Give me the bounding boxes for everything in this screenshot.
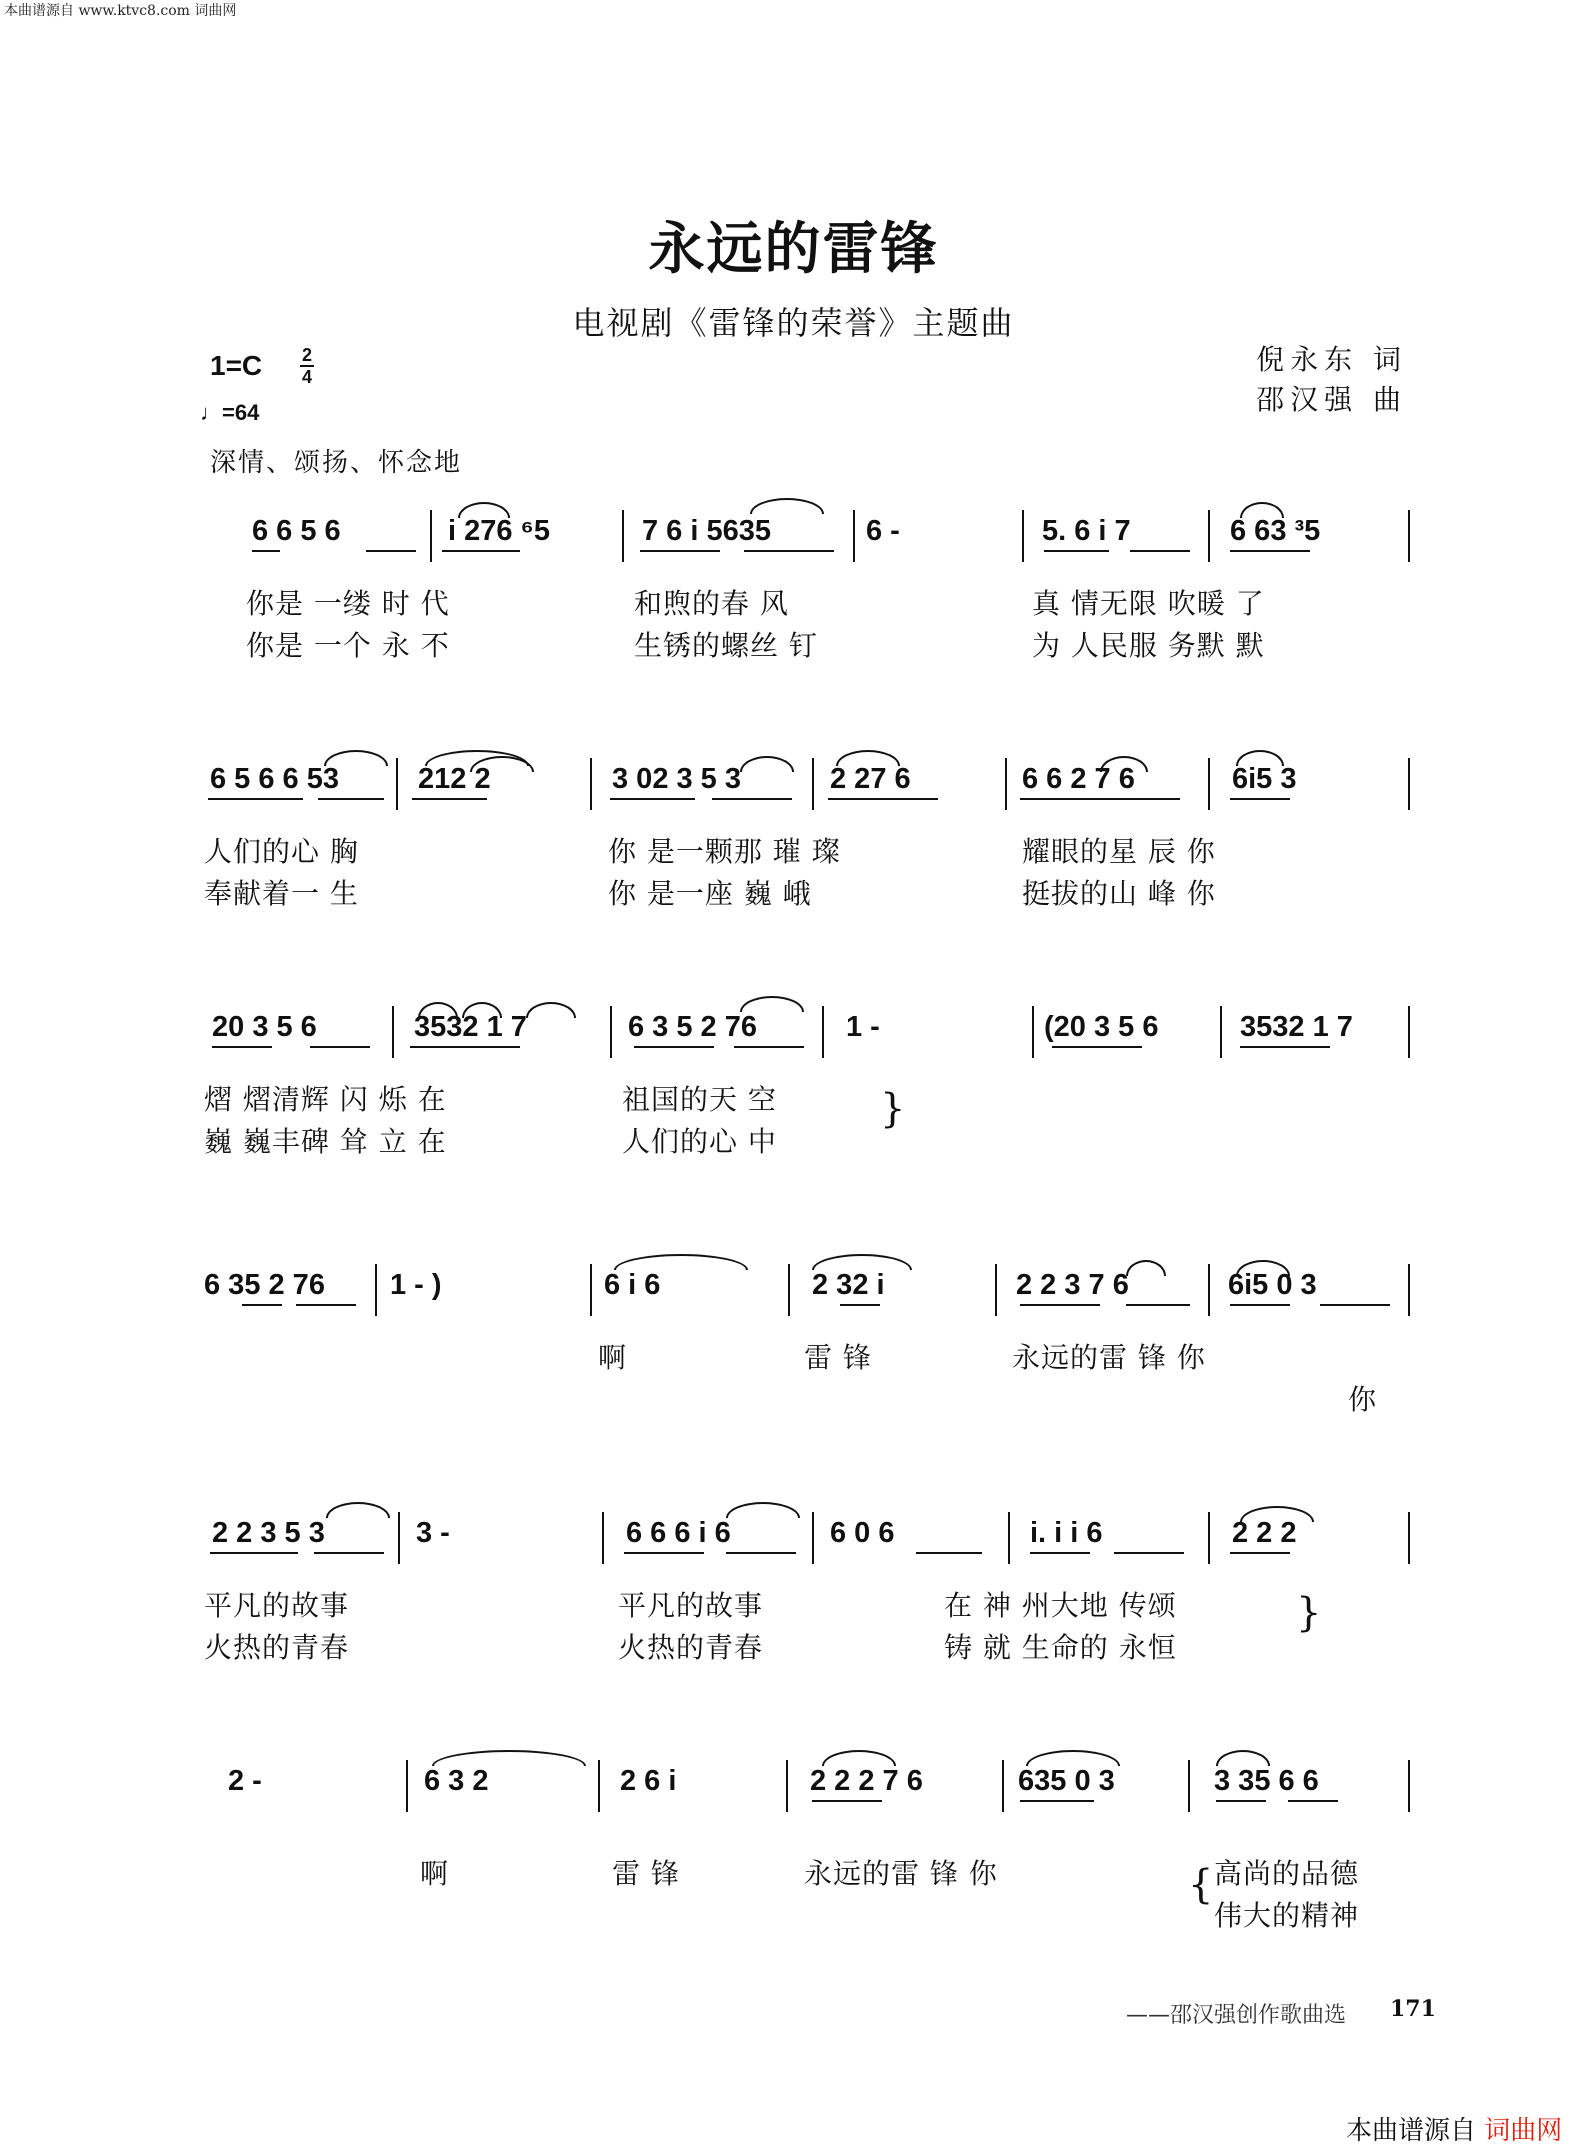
bottom-watermark-b: 词曲网 [1484, 2116, 1563, 2146]
notes-1-6: 6 63 ³5 [1230, 515, 1321, 547]
notes-3-1: 20 3 5 6 [212, 1011, 317, 1043]
lyric-5-1a: 平凡的故事 [204, 1589, 350, 1622]
lyric-6-3a: 永远的雷 锋 你 [804, 1857, 998, 1890]
lyric-5-3a: 在 神 州大地 传颂 [944, 1589, 1177, 1622]
page-number: 171 [1390, 1996, 1436, 2022]
lyric-2-3a: 耀眼的星 辰 你 [1022, 835, 1216, 868]
notes-5-5: i. i i 6 [1030, 1517, 1103, 1549]
lyric-1-3a: 真 情无限 吹暖 了 [1032, 587, 1265, 620]
expression-marking: 深情、颂扬、怀念地 [210, 448, 463, 478]
bottom-watermark [1346, 2110, 1562, 2147]
notes-2-3: 3 02 3 5 3 [612, 763, 741, 795]
notes-3-5: (20 3 5 6 [1044, 1011, 1159, 1043]
notes-2-2: 212 2 [418, 763, 491, 795]
lyric-6-1a: 啊 [420, 1857, 450, 1890]
notes-3-3: 6 3 5 2 76 [628, 1011, 757, 1043]
notes-4-4: 2 32 i [812, 1269, 885, 1301]
system-1 [200, 500, 1410, 560]
verse-brace-1: } [880, 1086, 906, 1132]
lyric-1-3b: 为 人民服 务默 默 [1032, 629, 1265, 662]
notes-3-6: 3532 1 7 [1240, 1011, 1353, 1043]
notes-1-2: i 276 ⁶5 [448, 515, 551, 547]
lyric-4-1b: 你 [1348, 1383, 1378, 1416]
time-signature [300, 345, 314, 387]
verse-brace-2: } [1296, 1590, 1322, 1636]
lyric-5-3b: 铸 就 生命的 永恒 [944, 1631, 1177, 1664]
lyric-1-1b: 你是 一个 永 不 [246, 629, 450, 662]
lyric-1-2b: 生锈的螺丝 钉 [634, 629, 818, 662]
time-signature-numerator: 2 [301, 345, 312, 365]
lyric-3-2b: 人们的心 中 [622, 1125, 777, 1158]
notes-3-2: 3532 1 7 [414, 1011, 527, 1043]
lyric-5-2b: 火热的青春 [618, 1631, 764, 1664]
footer-source: ——邵汉强创作歌曲选 [1126, 2003, 1347, 2028]
notes-4-3: 6 i 6 [604, 1269, 661, 1301]
notes-2-6: 6i5 3 [1232, 763, 1297, 795]
lyric-6-2a: 雷 锋 [612, 1857, 680, 1890]
notes-3-4: 1 - [846, 1011, 880, 1043]
song-title: 永远的雷锋 [648, 216, 939, 282]
lyric-4-1a: 啊 [598, 1341, 628, 1374]
lyric-3-2a: 祖国的天 空 [622, 1083, 777, 1116]
lyric-2-2b: 你 是一座 巍 峨 [608, 877, 812, 910]
lyricist-credit: 倪永东 词 [1256, 343, 1407, 376]
notes-2-4: 2 27 6 [830, 763, 911, 795]
tempo-marking: ♩=64 [200, 400, 260, 425]
lyric-2-3b: 挺拔的山 峰 你 [1022, 877, 1216, 910]
song-subtitle: 电视剧《雷锋的荣誉》主题曲 [572, 304, 1015, 342]
lyric-4-3a: 永远的雷 锋 你 [1012, 1341, 1206, 1374]
lyric-2-1b: 奉献着一 生 [204, 877, 359, 910]
lyric-2-2a: 你 是一颗那 璀 璨 [608, 835, 841, 868]
key-signature: 1=C [210, 350, 263, 381]
top-watermark: 本曲谱源自 www.ktvc8.com 词曲网 [4, 3, 237, 19]
lyric-5-2a: 平凡的故事 [618, 1589, 764, 1622]
lyric-1-2a: 和煦的春 风 [634, 587, 789, 620]
notes-4-6: 6i5 0 3 [1228, 1269, 1317, 1301]
notes-6-5: 635 0 3 [1018, 1765, 1115, 1797]
notes-2-5: 6 6 2 7 6 [1022, 763, 1135, 795]
composer-credit: 邵汉强 曲 [1256, 383, 1407, 416]
notes-6-3: 2 6 i [620, 1765, 677, 1797]
system-2 [200, 748, 1410, 808]
notes-1-3: 7 6 i 5635 [642, 515, 771, 547]
notes-1-1: 6 6 5 6 [252, 515, 341, 547]
notes-5-3: 6 6 6 i 6 [626, 1517, 731, 1549]
lyric-3-1b: 巍 巍丰碑 耸 立 在 [204, 1125, 447, 1158]
lyric-3-1a: 熠 熠清辉 闪 烁 在 [204, 1083, 447, 1116]
notes-4-5: 2 2 3 7 6 [1016, 1269, 1129, 1301]
notes-5-1: 2 2 3 5 3 [212, 1517, 325, 1549]
notes-5-2: 3 - [416, 1517, 450, 1549]
lyric-4-2a: 雷 锋 [804, 1341, 872, 1374]
notes-6-6: 3 35 6 6 [1214, 1765, 1319, 1797]
notes-4-2: 1 - ) [390, 1269, 442, 1301]
lyric-6-4b: 伟大的精神 [1214, 1899, 1360, 1932]
system-3 [200, 996, 1410, 1056]
notes-2-1: 6 5 6 6 53 [210, 763, 339, 795]
lyric-1-1a: 你是 一缕 时 代 [246, 587, 450, 620]
verse-brace-3: { [1188, 1862, 1214, 1908]
lyric-6-4a: 高尚的品德 [1214, 1857, 1360, 1890]
notes-4-1: 6 35 2 76 [204, 1269, 325, 1301]
bottom-watermark-a: 本曲谱源自 [1346, 2116, 1477, 2146]
system-5 [200, 1502, 1410, 1562]
notes-6-2: 6 3 2 [424, 1765, 489, 1797]
lyric-2-1a: 人们的心 胸 [204, 835, 359, 868]
notes-6-4: 2 2 2 7 6 [810, 1765, 923, 1797]
time-signature-denominator: 4 [301, 367, 312, 387]
notes-1-5: 5. 6 i 7 [1042, 515, 1131, 547]
notes-1-4: 6 - [866, 515, 900, 547]
lyric-5-1b: 火热的青春 [204, 1631, 350, 1664]
notes-6-1: 2 - [228, 1765, 262, 1797]
notes-5-4: 6 0 6 [830, 1517, 895, 1549]
notes-5-6: 2 2 2 [1232, 1517, 1297, 1549]
